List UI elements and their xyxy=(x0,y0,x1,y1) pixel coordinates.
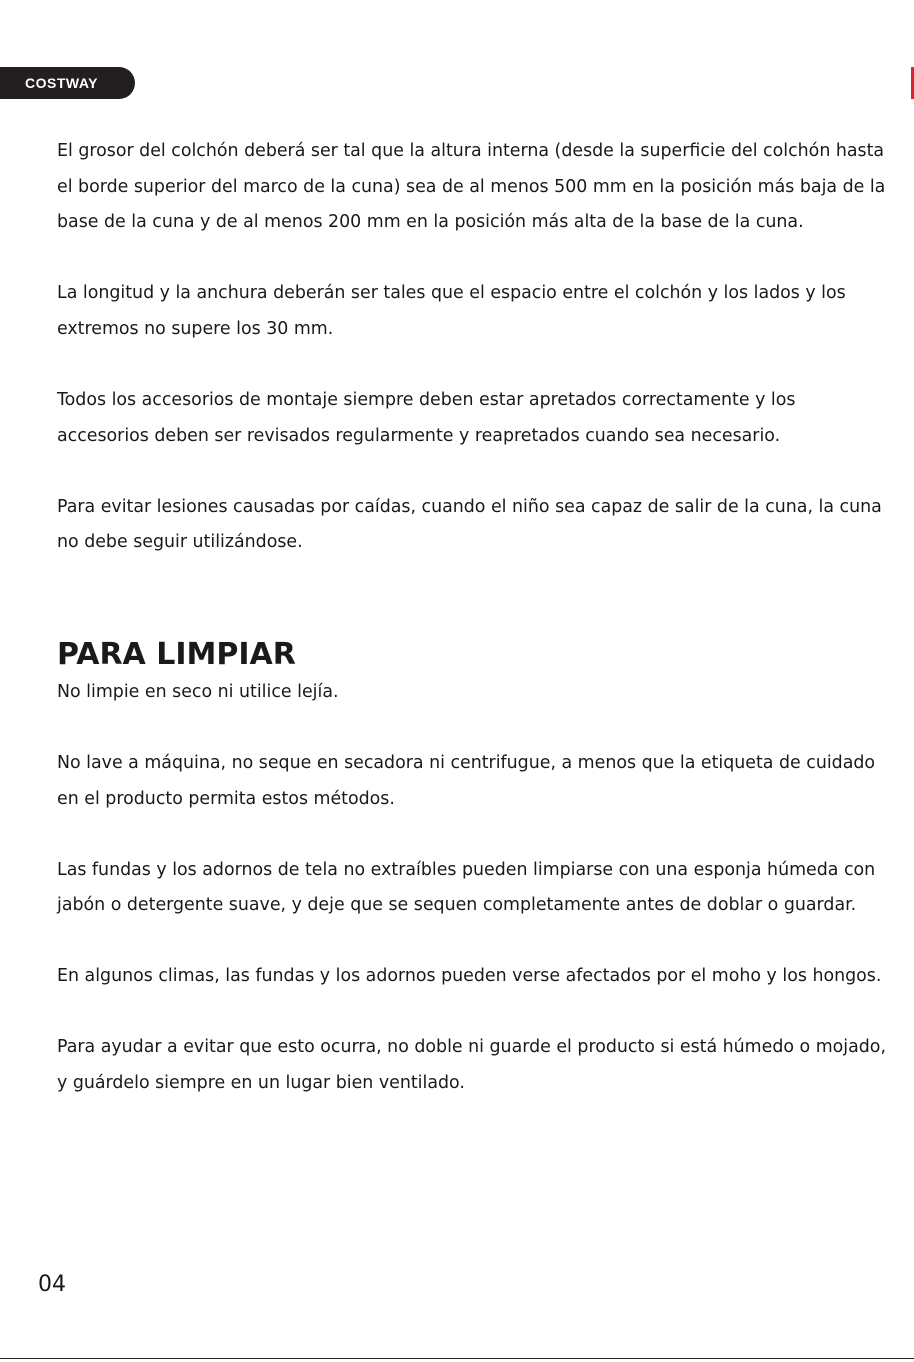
bottom-divider xyxy=(0,1358,914,1359)
paragraph-mattress-thickness: El grosor del colchón deberá ser tal que la altura interna (desde la superficie del colchón hasta el borde superior del marco de la cuna) sea de al menos 500 mm en la posición más baja de la base de la cuna y de al menos 200 mm en la posición más alta de la base de la cuna. xyxy=(57,141,886,233)
section-heading-cleaning: PARA LIMPIAR xyxy=(57,636,296,672)
page-number: 04 xyxy=(38,1272,66,1297)
brand-logo-tab xyxy=(0,67,135,99)
paragraph-fittings: Todos los accesorios de montaje siempre deben estar apretados correctamente y los accesorios deben ser revisados regularmente y reapretados cuando sea necesario. xyxy=(57,389,796,446)
brand-logo-text: COSTWAY xyxy=(25,75,98,91)
page-content xyxy=(57,134,887,1102)
paragraph-sponge-clean: Las fundas y los adornos de tela no extraíbles pueden limpiarse con una esponja húmeda con jabón o detergente suave, y deje que se sequen completamente antes de doblar o guardar. xyxy=(57,859,876,916)
paragraph-no-dry-clean: No limpie en seco ni utilice lejía. xyxy=(57,681,339,702)
paragraph-storage-advice: Para ayudar a evitar que esto ocurra, no doble ni guarde el producto si está húmedo o mojado, y guárdelo siempre en un lugar bien ventilado. xyxy=(57,1037,886,1093)
paragraph-no-machine-wash: No lave a máquina, no seque en secadora ni centrifugue, a menos que la etiqueta de cuidado en el producto permita estos métodos. xyxy=(57,752,876,809)
paragraph-fall-warning: Para evitar lesiones causadas por caídas, cuando el niño sea capaz de salir de la cuna, la cuna no debe seguir utilizándose. xyxy=(57,496,882,553)
paragraph-mattress-size: La longitud y la anchura deberán ser tales que el espacio entre el colchón y los lados y los extremos no supere los 30 mm. xyxy=(57,283,846,339)
paragraph-mould-warning: En algunos climas, las fundas y los adornos pueden verse afectados por el moho y los hongos. xyxy=(57,966,882,987)
